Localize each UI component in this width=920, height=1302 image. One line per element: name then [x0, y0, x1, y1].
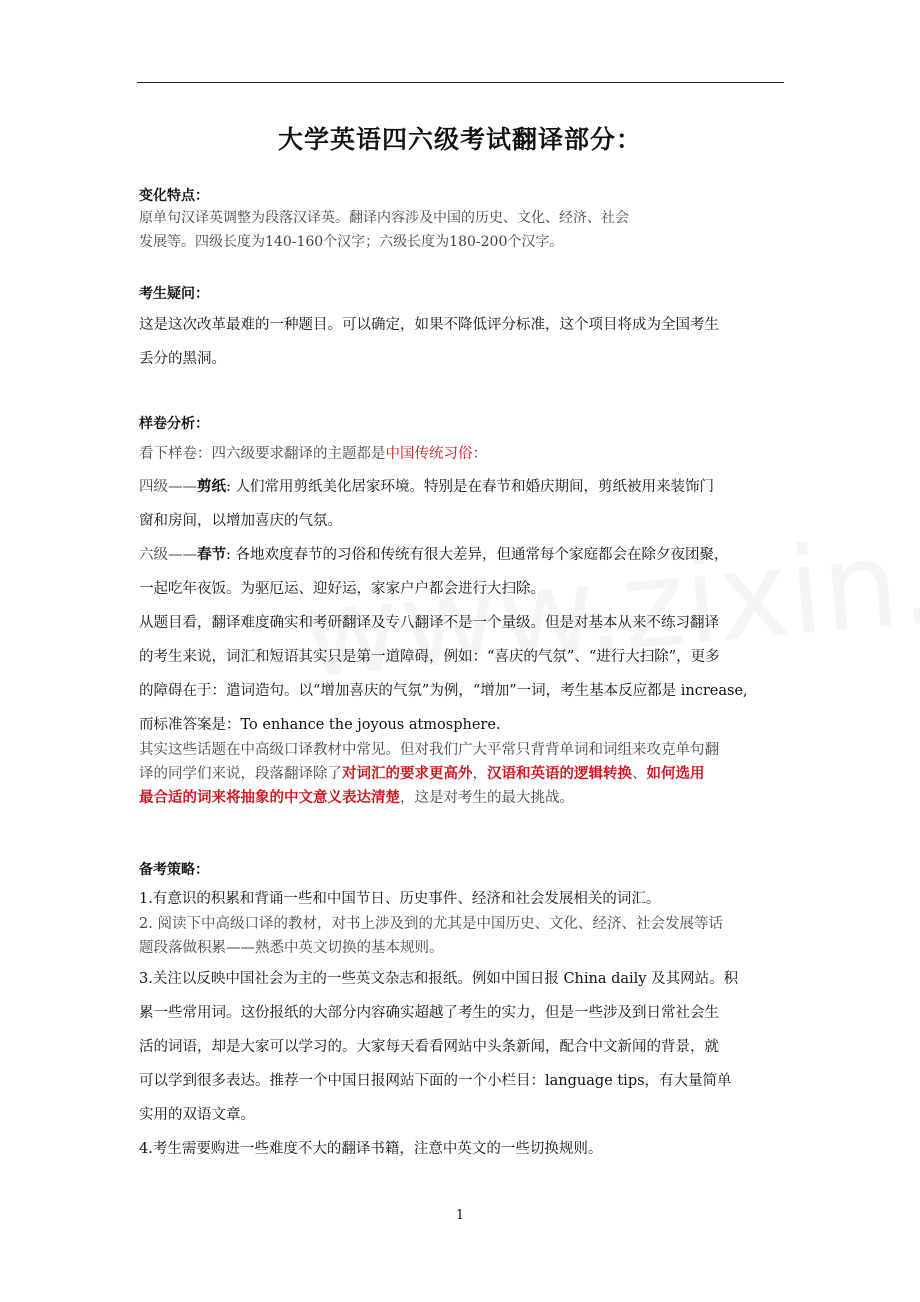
cet4-label: 四级—— [139, 479, 197, 495]
paragraph-line: 的考生来说，词汇和短语其实只是第一道障碍，例如：“喜庆的气氛”、“进行大扫除”，更多 [139, 649, 720, 665]
paragraph-line: 发展等。四级长度为140-160个汉字；六级长度为180-200个汉字。 [139, 234, 564, 250]
paragraph-line [139, 434, 784, 474]
list-item: 题段落做积累——熟悉中英文切换的基本规则。 [139, 940, 444, 956]
paragraph-line [139, 762, 784, 786]
paragraph-line: 一起吃年夜饭。为驱厄运、迎好运，家家户户都会进行大扫除。 [139, 581, 545, 597]
header-rule [137, 82, 784, 83]
paragraph-line: 丢分的黑洞。 [139, 351, 226, 367]
paragraph-text: 译的同学们来说，段落翻译除了 [139, 766, 342, 782]
paragraph-line: 的障碍在于：遣词造句。以“增加喜庆的气氛”为例，“增加”一词，考生基本反应都是 increase, [139, 683, 748, 699]
paragraph-text: ，这是对考生的最大挑战。 [400, 790, 574, 806]
list-item: 4.考生需要购进一些难度不大的翻译书籍，注意中英文的一些切换规则。 [139, 1141, 603, 1157]
highlight-text: 如何选用 [646, 765, 705, 782]
paragraph-line: 窗和房间，以增加喜庆的气氛。 [139, 513, 342, 529]
section-heading: 备考策略： [139, 862, 209, 878]
list-item: 实用的双语文章。 [139, 1107, 255, 1123]
paragraph-text: ， [472, 766, 487, 782]
section-heading: 样卷分析： [139, 416, 209, 432]
intro-highlight: 中国传统习俗 [385, 446, 473, 462]
paragraph-line: 而标准答案是：To enhance the joyous atmosphere. [139, 717, 501, 733]
section-changes [139, 186, 784, 254]
paragraph-text: 、 [632, 766, 647, 782]
highlight-text: 对词汇的要求更高外 [342, 765, 473, 782]
paragraph-line [139, 786, 784, 810]
section-heading: 考生疑问： [139, 286, 209, 302]
section-sample-analysis [139, 414, 784, 810]
section-heading: 变化特点： [139, 188, 209, 204]
cet6-topic: 春节 [197, 546, 226, 563]
highlight-text: 汉语和英语的逻辑转换 [487, 765, 632, 782]
list-item: 3.关注以反映中国社会为主的一些英文杂志和报纸。例如中国日报 China daily 及其网站。积 [139, 971, 739, 987]
page-number: 1 [455, 1208, 465, 1223]
highlight-text: 最合适的词来将抽象的中文意义表达清楚 [139, 789, 400, 806]
intro-text: ： [472, 446, 487, 462]
list-item: 2. 阅读下中高级口译的教材，对书上涉及到的尤其是中国历史、文化、经济、社会发展等话 [139, 916, 723, 932]
section-questions [139, 284, 784, 376]
paragraph-line: 从题目看，翻译难度确实和考研翻译及专八翻译不是一个量级。但是对基本从来不练习翻译 [139, 615, 719, 631]
cet4-topic: 剪纸 [197, 478, 226, 495]
section-strategy [139, 860, 784, 1166]
paragraph-line: 这是这次改革最难的一种题目。可以确定，如果不降低评分标准，这个项目将成为全国考生 [139, 317, 719, 333]
paragraph-line [139, 470, 784, 504]
list-item: 活的词语，却是大家可以学习的。大家每天看看网站中头条新闻，配合中文新闻的背景，就 [139, 1039, 719, 1055]
paragraph-line: 其实这些话题在中高级口译教材中常见。但对我们广大平常只背背单词和词组来攻克单句翻 [139, 742, 719, 758]
list-item: 累一些常用词。这份报纸的大部分内容确实超越了考生的实力，但是一些涉及到日常社会生 [139, 1005, 719, 1021]
paragraph-line [139, 538, 784, 572]
cet4-text: : 人们常用剪纸美化居家环境。特别是在春节和婚庆期间，剪纸被用来装饰门 [226, 479, 714, 495]
cet6-label: 六级—— [139, 547, 197, 563]
page-title: 大学英语四六级考试翻译部分： [277, 125, 642, 154]
cet6-text: : 各地欢度春节的习俗和传统有很大差异，但通常每个家庭都会在除夕夜团聚， [226, 547, 729, 563]
list-item: 1.有意识的积累和背诵一些和中国节日、历史事件、经济和社会发展相关的词汇。 [139, 891, 661, 907]
paragraph-line: 原单句汉译英调整为段落汉译英。翻译内容涉及中国的历史、文化、经济、社会 [139, 210, 629, 226]
intro-text: 看下样卷：四六级要求翻译的主题都是 [139, 446, 386, 462]
list-item: 可以学到很多表达。推荐一个中国日报网站下面的一个小栏目：language tips，有大量简单 [139, 1073, 732, 1089]
